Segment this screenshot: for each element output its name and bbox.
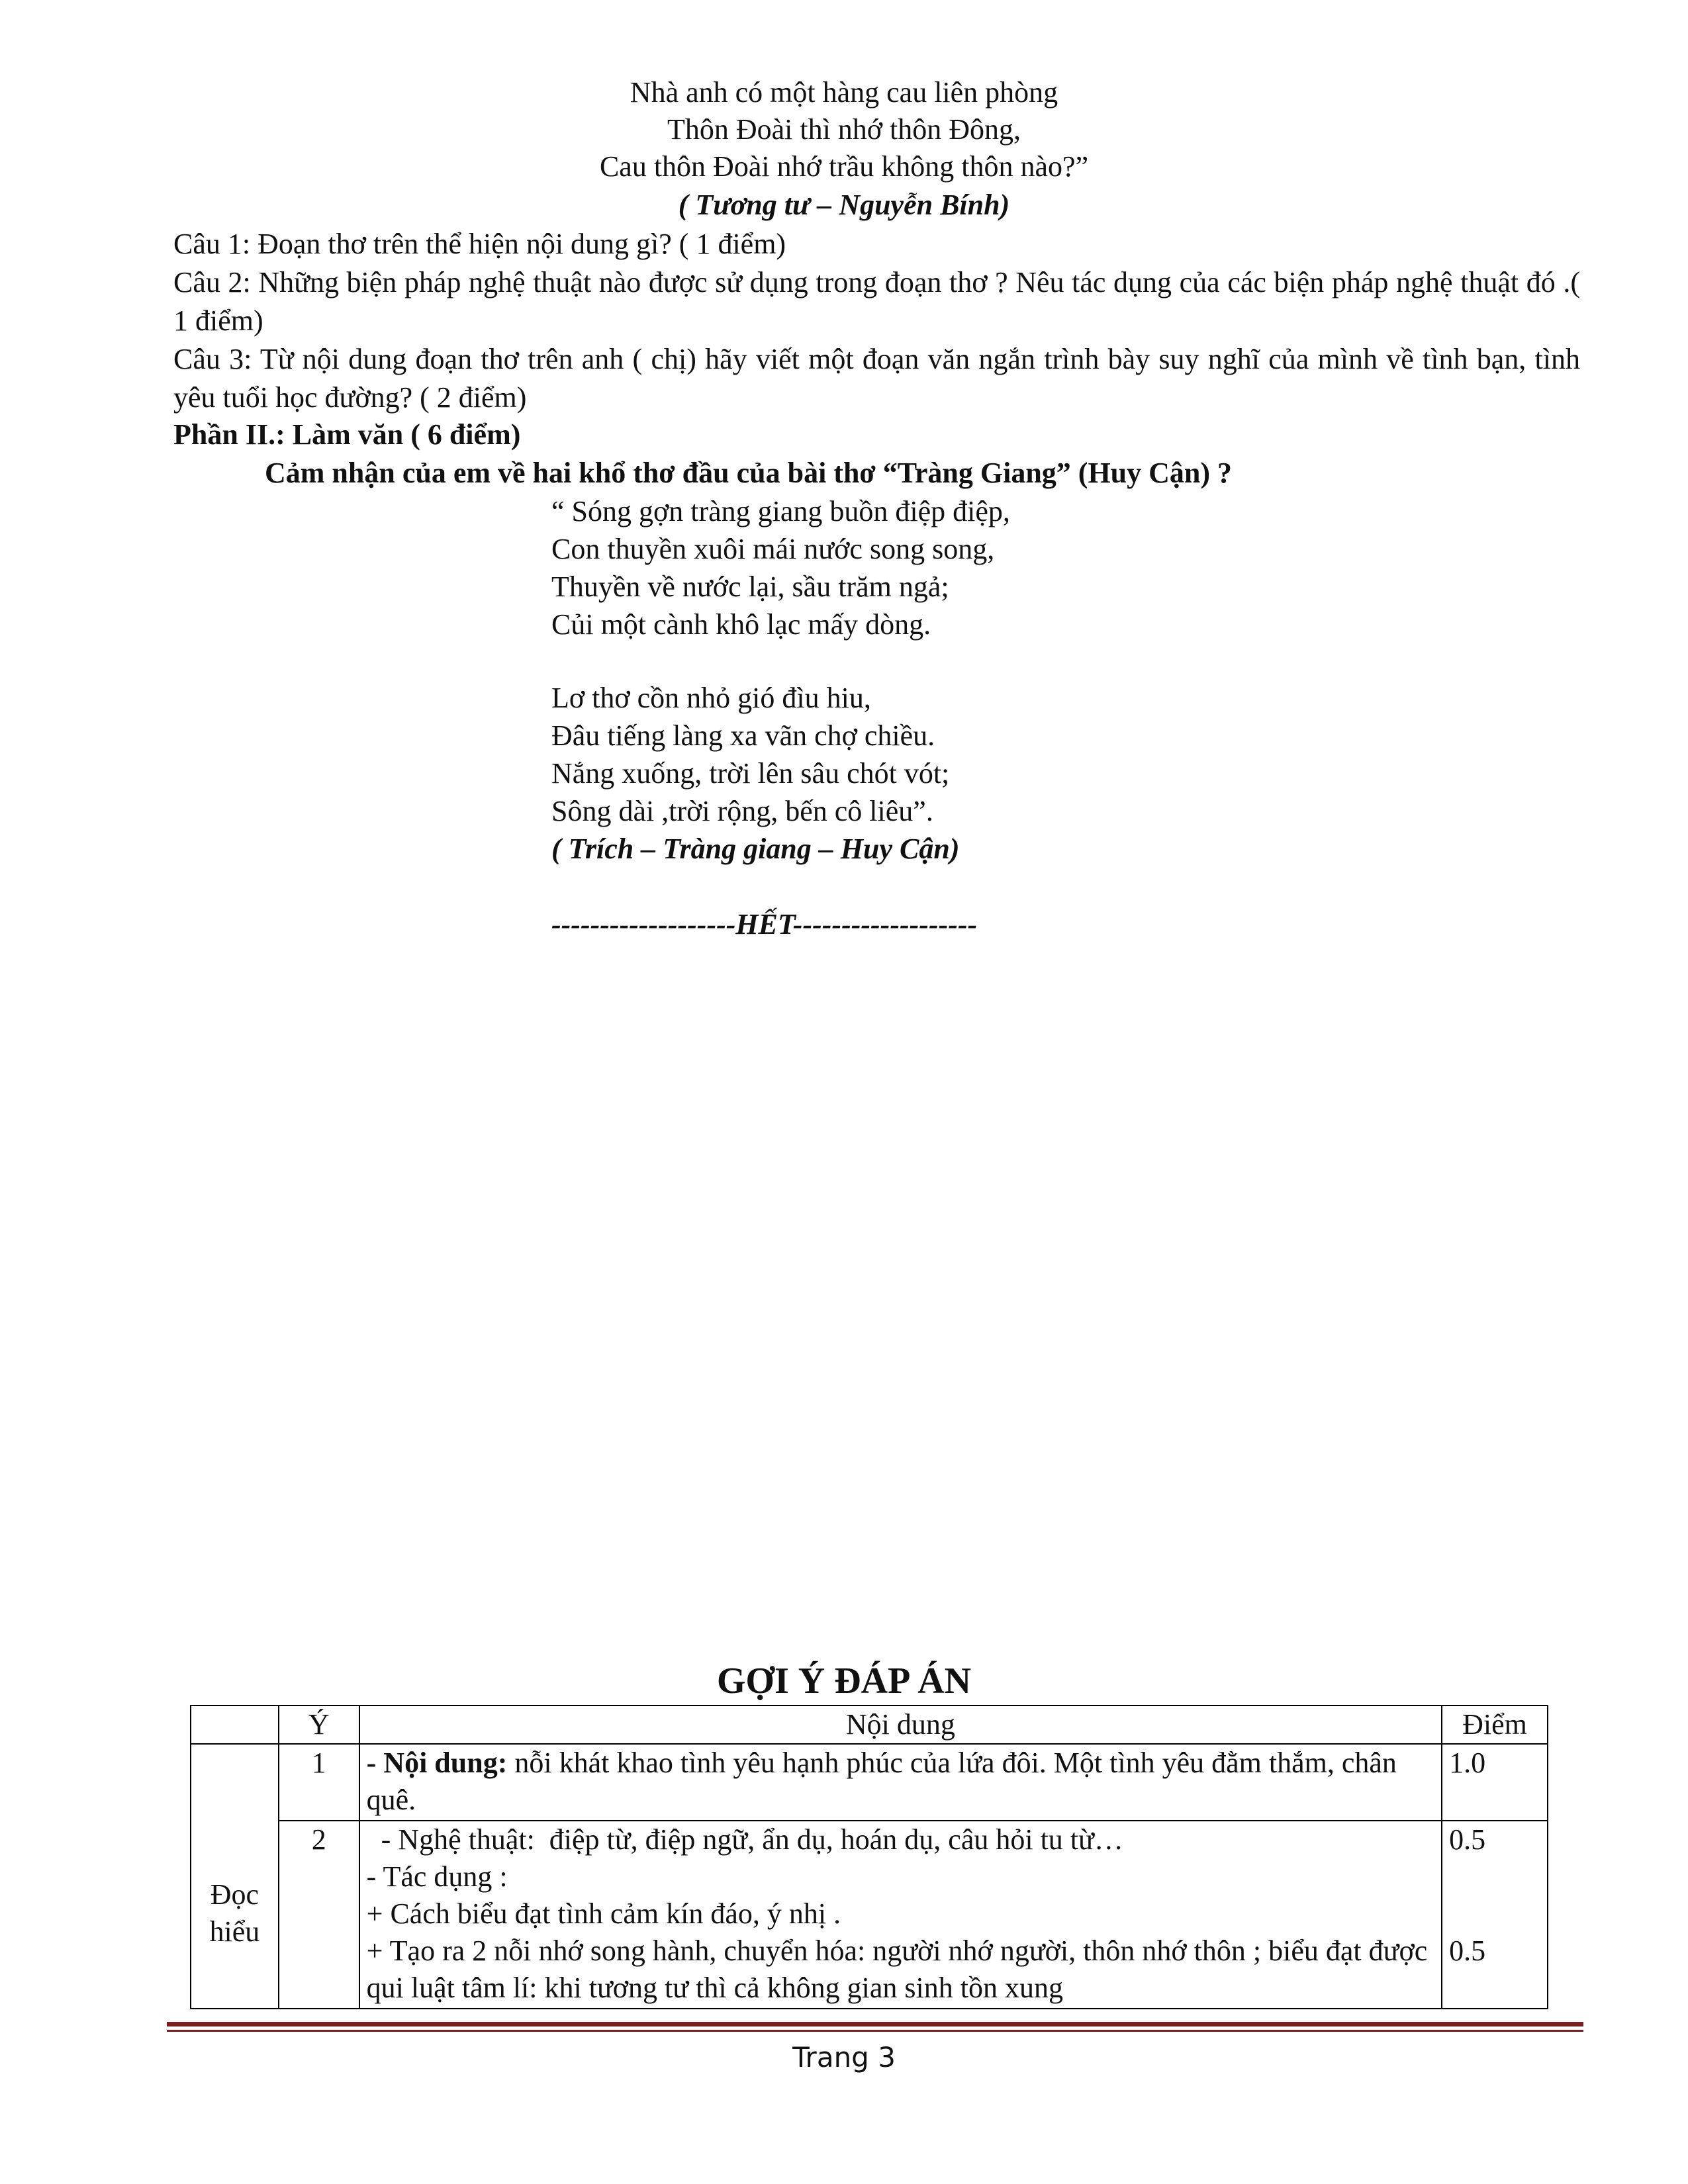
poem-stanza-1 bbox=[551, 492, 1010, 643]
page-number: Trang 3 bbox=[792, 2041, 896, 2073]
stanza-line: Đâu tiếng làng xa vãn chợ chiều. bbox=[551, 719, 935, 752]
content-line: - Tác dụng : bbox=[366, 1860, 508, 1893]
part2-heading: Phần II.: Làm văn ( 6 điểm) bbox=[173, 418, 521, 451]
poem-stanza-2 bbox=[551, 679, 959, 868]
question-3: Câu 3: Từ nội dung đoạn thơ trên anh ( chị) hãy viết một đoạn văn ngắn trình bày suy nghĩ của mình về tình bạn, tình yêu tuổi học đường? ( 2 điểm) bbox=[173, 343, 1580, 414]
stanza-line: Củi một cành khô lạc mấy dòng. bbox=[551, 608, 931, 641]
row-number: 2 bbox=[279, 1821, 359, 2009]
question-1: Câu 1: Đoạn thơ trên thể hiện nội dung gì? ( 1 điểm) bbox=[173, 228, 786, 260]
header-cell: Nội dung bbox=[359, 1706, 1442, 1744]
stanza-line: Lơ thơ cồn nhỏ gió đìu hiu, bbox=[551, 682, 871, 714]
table-row bbox=[191, 1744, 1548, 1821]
score-value: 0.5 bbox=[1449, 1823, 1486, 1856]
row-score: 1.0 bbox=[1442, 1744, 1548, 1821]
stanza-line: Thuyền về nước lại, sầu trăm ngả; bbox=[551, 570, 949, 603]
stanza-line: Nắng xuống, trời lên sâu chót vót; bbox=[551, 757, 950, 790]
answer-key-title: GỢI Ý ĐÁP ÁN bbox=[716, 1661, 972, 1702]
header-cell: Ý bbox=[279, 1706, 359, 1744]
header-cell: Điểm bbox=[1442, 1706, 1548, 1744]
stanza-line: “ Sóng gợn tràng giang buồn điệp điệp, bbox=[551, 495, 1010, 527]
stanza-line: Con thuyền xuôi mái nước song song, bbox=[551, 533, 995, 565]
section-label: Đọc hiểu bbox=[191, 1744, 279, 2009]
question-2: Câu 2: Những biện pháp nghệ thuật nào được sử dụng trong đoạn thơ ? Nêu tác dụng của các biện pháp nghệ thuật đó .( 1 điểm) bbox=[173, 266, 1580, 337]
poem-line: Thôn Đoài thì nhớ thôn Đông, bbox=[667, 113, 1021, 146]
poem-line: Nhà anh có một hàng cau liên phòng bbox=[630, 76, 1058, 109]
row-number: 1 bbox=[279, 1744, 359, 1821]
header-cell bbox=[191, 1706, 279, 1744]
poem-source: ( Trích – Tràng giang – Huy Cận) bbox=[551, 833, 960, 865]
content-line: + Cách biểu đạt tình cảm kín đáo, ý nhị . bbox=[366, 1897, 841, 1930]
answer-table bbox=[190, 1705, 1548, 2009]
part2-prompt: Cảm nhận của em về hai khổ thơ đầu của bài thơ “Tràng Giang” (Huy Cận) ? bbox=[265, 457, 1233, 489]
footer-rule bbox=[167, 2022, 1583, 2026]
table-header-row bbox=[191, 1706, 1548, 1744]
content-label: - Nội dung: bbox=[366, 1747, 508, 1779]
row-score bbox=[1442, 1821, 1548, 2009]
content-line: + Tạo ra 2 nỗi nhớ song hành, chuyển hóa: người nhớ người, thôn nhớ thôn ; biểu đạt được qui luật tâm lí: khi tương tư thì cả không gian sinh tồn xung bbox=[366, 1934, 1428, 2004]
end-marker: -------------------HẾT------------------- bbox=[551, 908, 978, 940]
poem-attribution: ( Tương tư – Nguyễn Bính) bbox=[678, 189, 1010, 221]
content-text: nỗi khát khao tình yêu hạnh phúc của lứa đôi. Một tình yêu đằm thắm, chân quê. bbox=[366, 1747, 1397, 1816]
table-row bbox=[191, 1821, 1548, 2009]
row-content bbox=[359, 1744, 1442, 1821]
score-value: 0.5 bbox=[1449, 1934, 1486, 1967]
row-content bbox=[359, 1821, 1442, 2009]
content-line: - Nghệ thuật: điệp từ, điệp ngữ, ẩn dụ, hoán dụ, câu hỏi tu từ… bbox=[366, 1823, 1123, 1856]
poem-line: Cau thôn Đoài nhớ trầu không thôn nào?” bbox=[599, 150, 1089, 183]
stanza-line: Sông dài ,trời rộng, bến cô liêu”. bbox=[551, 795, 933, 827]
footer-rule bbox=[167, 2030, 1583, 2032]
